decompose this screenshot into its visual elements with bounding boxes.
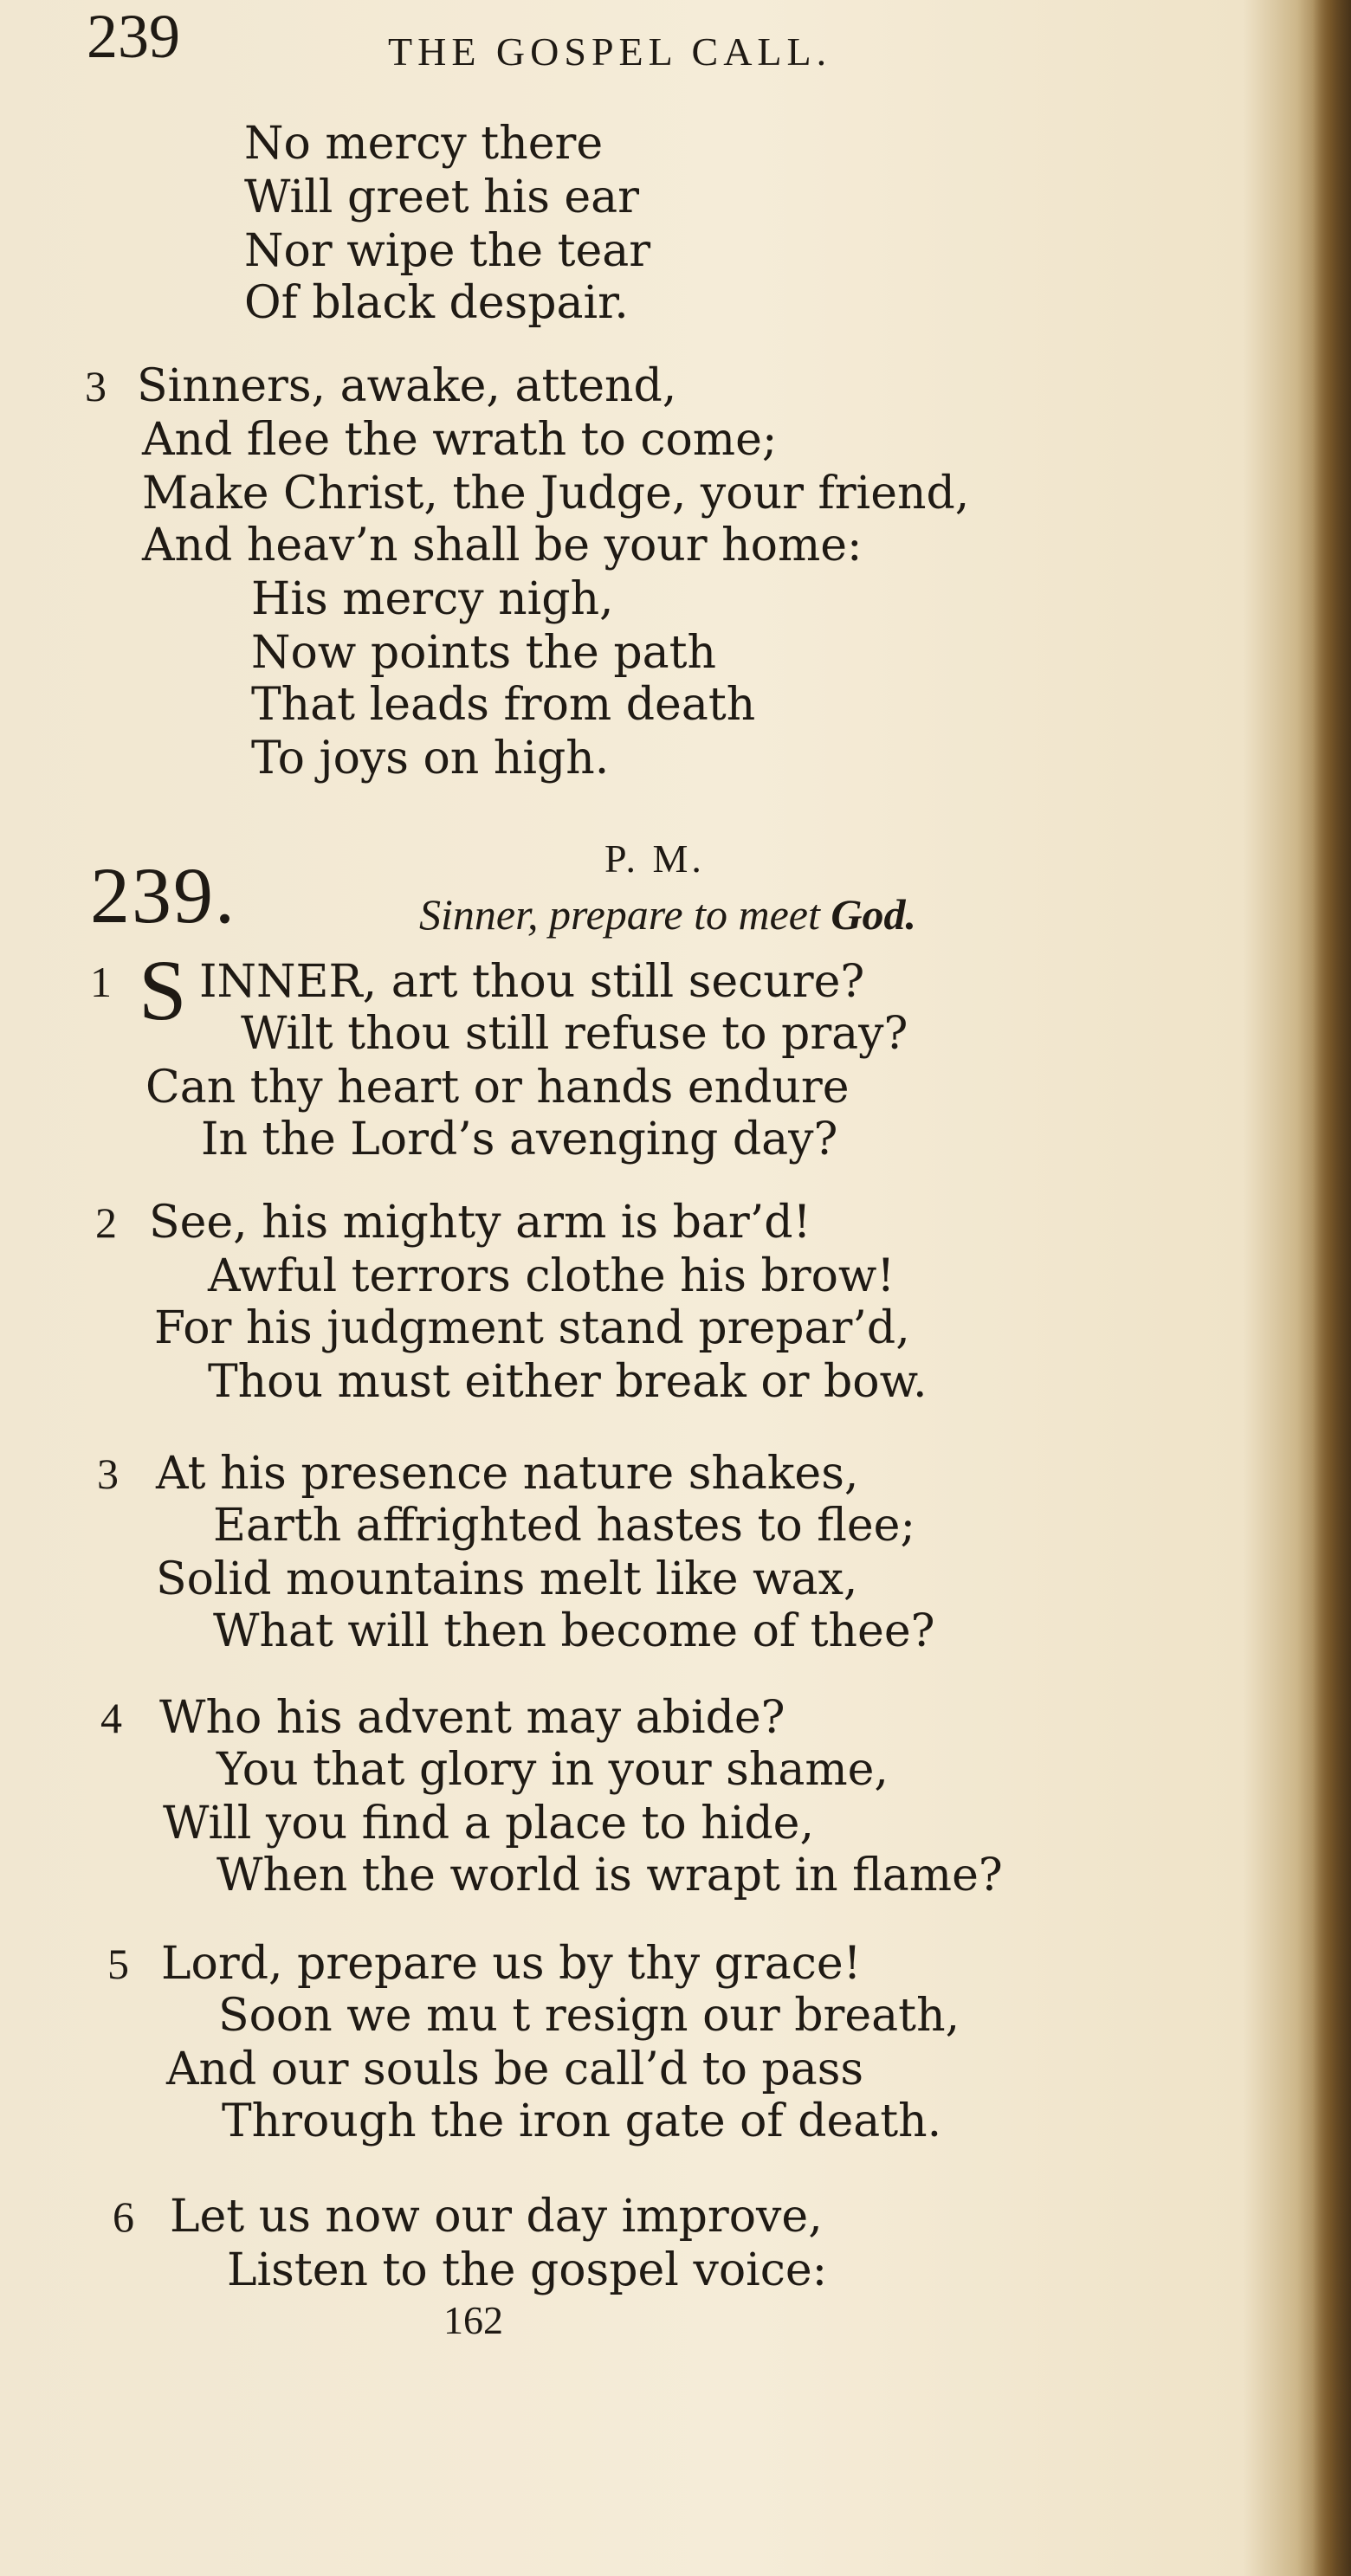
running-title: THE GOSPEL CALL. [388, 29, 832, 74]
carryover-line: Will greet his ear [244, 171, 640, 223]
verse-line: Who his advent may abide? [159, 1692, 785, 1744]
verse-line: INNER, art thou still secure? [199, 956, 865, 1008]
book-spine-edge [1313, 0, 1351, 2576]
subtitle-part: Sinner [419, 890, 527, 939]
verse-line: At his presence nature shakes, [156, 1448, 859, 1500]
verse-line: You that glory in your shame, [217, 1744, 889, 1796]
hymn-meter: P. M. [604, 836, 705, 881]
drop-cap: S [139, 942, 187, 1038]
verse-line: To joys on high. [251, 733, 610, 784]
verse-line: Sinners, awake, attend, [137, 360, 677, 412]
verse-line: Will you find a place to hide, [163, 1798, 814, 1850]
verse-line: For his judgment stand prepar’d, [154, 1302, 910, 1354]
carryover-line: Nor wipe the tear [244, 225, 651, 277]
stanza-number: 2 [95, 1198, 117, 1247]
verse-line: And heav’n shall be your home: [142, 520, 863, 571]
stanza-number: 3 [97, 1449, 119, 1498]
verse-line: Solid mountains melt like wax, [156, 1553, 858, 1605]
stanza-number: 4 [100, 1694, 122, 1742]
verse-line: And our souls be call’d to pass [166, 2043, 864, 2095]
subtitle-part: God. [831, 890, 916, 939]
page-number-header: 239 [87, 2, 180, 71]
verse-line: Through the iron gate of death. [222, 2095, 942, 2147]
verse-line: And flee the wrath to come; [142, 414, 778, 466]
stanza-number: 3 [85, 362, 107, 410]
stanza-number: 1 [90, 958, 112, 1006]
verse-line: Awful terrors clothe his brow! [208, 1250, 895, 1302]
verse-line: When the world is wrapt in flame? [217, 1850, 1003, 1901]
verse-line: What will then become of thee? [213, 1605, 935, 1657]
verse-line: His mercy nigh, [251, 573, 614, 625]
verse-line: Now points the path [251, 627, 717, 679]
verse-line: Soon we mu t resign our breath, [218, 1990, 960, 2042]
stanza-number: 5 [107, 1940, 129, 1988]
verse-line: Lord, prepare us by thy grace! [161, 1938, 862, 1990]
verse-line: Let us now our day improve, [170, 2191, 823, 2243]
page-folio: 162 [443, 2298, 503, 2342]
carryover-line: No mercy there [244, 118, 604, 170]
stanza-number: 6 [113, 2192, 134, 2241]
verse-line: Thou must either break or bow. [208, 1356, 928, 1408]
hymn-number: 239. [90, 851, 236, 939]
verse-line: That leads from death [251, 679, 756, 731]
verse-line: In the Lord’s avenging day? [201, 1114, 838, 1165]
verse-line: Listen to the gospel voice: [227, 2244, 828, 2296]
verse-line: Make Christ, the Judge, your friend, [142, 468, 970, 520]
hymn-subtitle [419, 888, 916, 940]
verse-line: Wilt thou still refuse to pray? [241, 1008, 908, 1060]
carryover-line: Of black despair. [244, 277, 629, 329]
subtitle-part: , prepare to meet [527, 890, 831, 939]
verse-line: Earth affrighted hastes to flee; [213, 1500, 915, 1552]
verse-line: See, his mighty arm is bar’d! [149, 1197, 811, 1249]
verse-line: Can thy heart or hands endure [145, 1062, 850, 1114]
